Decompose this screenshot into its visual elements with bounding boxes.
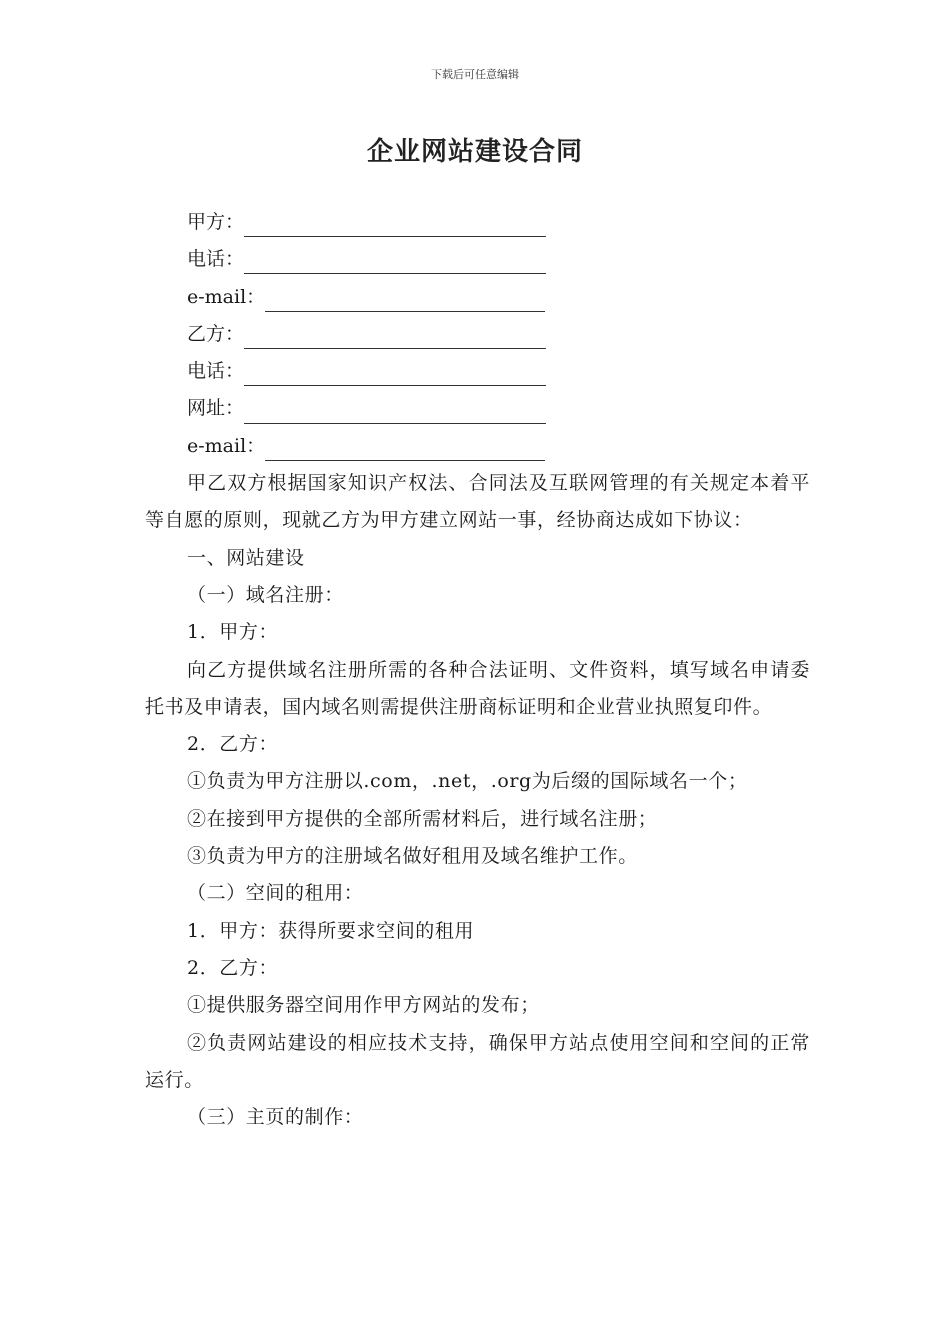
blank-fill-line (265, 291, 545, 312)
domain-item-1: ①负责为甲方注册以.com，.net，.org为后缀的国际域名一个； (187, 770, 748, 793)
party-b-heading: 2．乙方： (187, 733, 279, 756)
info-field-row (145, 353, 810, 390)
info-field-row (145, 204, 810, 241)
blank-fill-line (244, 403, 546, 424)
domain-item-2: ②在接到甲方提供的全部所需材料后，进行域名注册； (187, 807, 658, 830)
info-field-row (145, 428, 810, 465)
blank-fill-line (244, 253, 546, 274)
info-field-label: 网址： (187, 397, 245, 420)
subsection-heading-space: （二）空间的租用： (187, 882, 364, 905)
domain-item-3: ③负责为甲方的注册域名做好租用及域名维护工作。 (187, 845, 638, 868)
blank-fill-line (244, 328, 546, 349)
info-field-row (145, 279, 810, 316)
space-party-a: 1．甲方：获得所要求空间的租用 (187, 919, 475, 942)
space-party-b-heading: 2．乙方： (187, 956, 279, 979)
space-item-1: ①提供服务器空间用作甲方网站的发布； (187, 994, 540, 1017)
contract-body (145, 204, 810, 1136)
blank-fill-line (244, 365, 546, 386)
info-field-label: 电话： (187, 248, 245, 271)
party-a-domain-paragraph: 向乙方提供域名注册所需的各种合法证明、文件资料，填写域名申请委托书及申请表，国内域名则需提供注册商标证明和企业营业执照复印件。 (145, 658, 810, 718)
space-item-2-paragraph: ②负责网站建设的相应技术支持，确保甲方站点使用空间和空间的正常运行。 (145, 1031, 810, 1091)
section-heading-website-construction: 一、网站建设 (187, 546, 305, 569)
party-a-heading: 1．甲方： (187, 621, 279, 644)
header-note: 下载后可任意编辑 (431, 68, 519, 81)
info-field-row (145, 316, 810, 353)
intro-paragraph: 甲乙双方根据国家知识产权法、合同法及互联网管理的有关规定本着平等自愿的原则，现就乙方为甲方建立网站一事，经协商达成如下协议： (145, 472, 810, 532)
subsection-heading-domain: （一）域名注册： (187, 583, 344, 606)
party-info-fields (145, 204, 810, 465)
document-title: 企业网站建设合同 (366, 137, 583, 167)
info-field-label: 电话： (187, 360, 245, 383)
info-field-row (145, 241, 810, 278)
info-field-label: 乙方： (187, 322, 245, 345)
blank-fill-line (265, 440, 545, 461)
subsection-heading-homepage: （三）主页的制作： (187, 1106, 364, 1129)
info-field-label: 甲方： (187, 211, 245, 233)
info-field-row (145, 390, 810, 427)
info-field-label: e-mail： (187, 285, 266, 308)
info-field-label: e-mail： (187, 434, 266, 457)
blank-fill-line (244, 216, 546, 237)
